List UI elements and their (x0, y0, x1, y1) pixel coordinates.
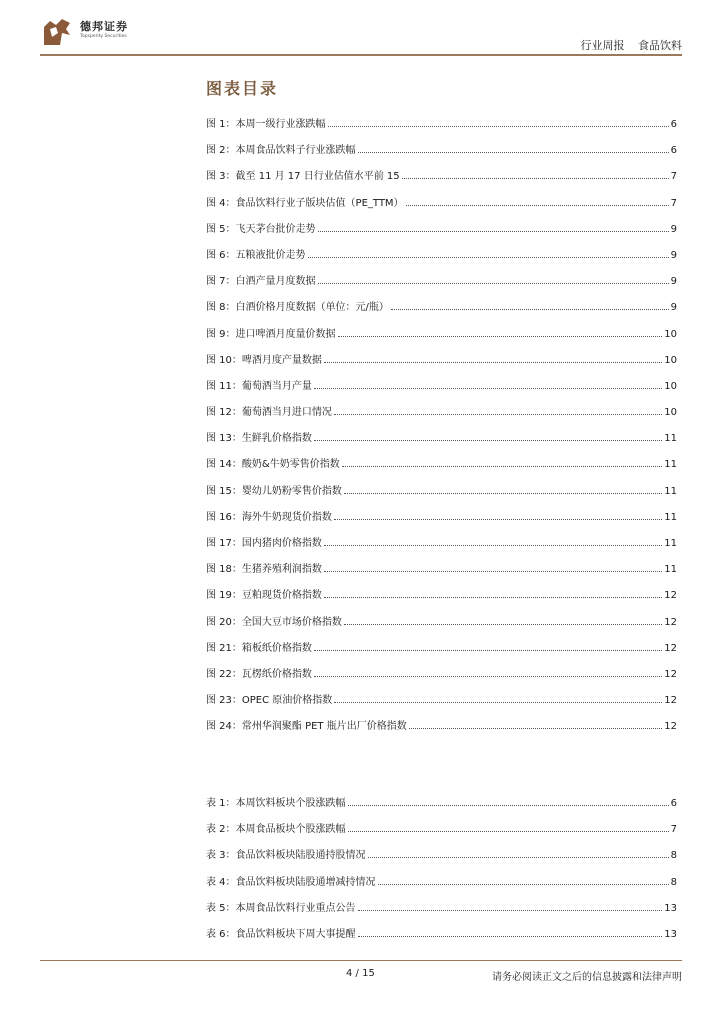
figure-entry-label: 图 2：本周食品饮料子行业涨跌幅 (206, 145, 356, 157)
toc-title: 图表目录 (206, 79, 279, 98)
figure-entry-label: 图 19：豆粕现货价格指数 (206, 590, 322, 602)
figure-entry-label: 图 10：啤酒月度产量数据 (206, 354, 322, 366)
figure-entry[interactable] (206, 379, 677, 405)
figure-entry-label: 图 7：白酒产量月度数据 (206, 276, 316, 288)
table-entry[interactable] (206, 927, 677, 953)
bull-logo-icon (40, 15, 74, 49)
figure-entry-label: 图 15：婴幼儿奶粉零售价指数 (206, 485, 342, 497)
figure-entry-page: 9 (670, 302, 677, 314)
dot-leader (391, 300, 669, 310)
dot-leader (334, 510, 662, 520)
figure-entry[interactable] (206, 327, 677, 353)
dot-leader (358, 901, 663, 911)
dot-leader (402, 169, 669, 179)
dot-leader (344, 615, 662, 625)
figure-entry-label: 图 6：五粮液批价走势 (206, 249, 306, 261)
figure-entry-label: 图 13：生鲜乳价格指数 (206, 433, 312, 445)
figure-entry[interactable] (206, 588, 677, 614)
figure-list (206, 117, 677, 746)
table-entry-label: 表 1：本周饮料板块个股涨跌幅 (206, 798, 346, 809)
figure-entry-label: 图 11：葡萄酒当月产量 (206, 380, 312, 392)
table-entry-page: 8 (670, 876, 677, 888)
company-logo (40, 15, 140, 49)
table-entry-page: 6 (670, 798, 677, 809)
figure-entry[interactable] (206, 484, 677, 510)
figure-entry-label: 图 9：进口啤酒月度量价数据 (206, 328, 336, 340)
figure-entry-page: 12 (664, 721, 677, 733)
figure-entry[interactable] (206, 641, 677, 667)
figure-entry-label: 图 17：国内猪肉价格指数 (206, 538, 322, 549)
table-entry-label: 表 3：食品饮料板块陆股通持股情况 (206, 850, 366, 862)
figure-entry-label: 图 23：OPEC 原油价格指数 (206, 695, 333, 707)
figure-entry-label: 图 16：海外牛奶现货价指数 (206, 511, 332, 523)
figure-entry-page: 10 (664, 380, 677, 392)
table-entry-label: 表 4：食品饮料板块陆股通增减持情况 (206, 876, 376, 888)
figure-entry[interactable] (206, 300, 677, 326)
dot-leader (348, 796, 669, 806)
table-entry-label: 表 2：本周食品板块个股涨跌幅 (206, 824, 346, 836)
figure-entry-page: 11 (664, 538, 677, 549)
dot-leader (378, 875, 669, 885)
figure-entry-page: 9 (670, 276, 677, 288)
figure-entry[interactable] (206, 562, 677, 588)
dot-leader (314, 667, 662, 677)
figure-entry-label: 图 12：葡萄酒当月进口情况 (206, 407, 332, 419)
dot-leader (314, 641, 662, 651)
table-list (206, 796, 677, 953)
footer-disclaimer: 请务必阅读正文之后的信息披露和法律声明 (492, 972, 682, 983)
dot-leader (308, 248, 669, 258)
table-entry-page: 13 (664, 928, 677, 940)
figure-entry[interactable] (206, 248, 677, 274)
dot-leader (328, 117, 669, 127)
figure-entry-page: 6 (670, 119, 677, 130)
dot-leader (342, 457, 663, 467)
figure-entry-page: 11 (664, 511, 677, 523)
figure-entry[interactable] (206, 693, 677, 719)
figure-entry[interactable] (206, 457, 677, 483)
figure-entry-page: 12 (664, 616, 677, 628)
figure-entry-page: 11 (664, 459, 677, 471)
figure-entry-label: 图 18：生猪养殖利润指数 (206, 564, 322, 576)
figure-entry-label: 图 21：箱板纸价格指数 (206, 642, 312, 654)
table-entry-label: 表 5：本周食品饮料行业重点公告 (206, 902, 356, 914)
dot-leader (334, 405, 662, 415)
figure-entry-label: 图 24：常州华润聚酯 PET 瓶片出厂价格指数 (206, 721, 407, 733)
figure-entry[interactable] (206, 431, 677, 457)
figure-entry-page: 7 (670, 171, 677, 183)
figure-entry-page: 11 (664, 564, 677, 576)
brand-name: 德邦证券 (80, 20, 128, 33)
figure-entry-page: 10 (664, 328, 677, 340)
dot-leader (324, 588, 662, 598)
figure-entry[interactable] (206, 510, 677, 536)
figure-entry-page: 12 (664, 590, 677, 602)
dot-leader (324, 353, 662, 363)
dot-leader (324, 536, 662, 546)
figure-entry-page: 7 (670, 197, 677, 209)
footer-divider (40, 960, 682, 961)
figure-entry-label: 图 14：酸奶&牛奶零售价指数 (206, 459, 340, 471)
figure-entry[interactable] (206, 536, 677, 562)
table-entry-page: 8 (670, 850, 677, 862)
dot-leader (406, 196, 669, 206)
table-entry[interactable] (206, 875, 677, 901)
brand-subtitle: Topsperity Securities (80, 34, 127, 39)
figure-entry-page: 6 (670, 145, 677, 157)
figure-entry[interactable] (206, 143, 677, 169)
figure-entry[interactable] (206, 615, 677, 641)
dot-leader (314, 379, 662, 389)
figure-entry-page: 11 (664, 485, 677, 497)
header-divider (40, 54, 682, 56)
figure-entry[interactable] (206, 169, 677, 195)
table-entry-page: 7 (670, 824, 677, 836)
figure-entry-page: 12 (664, 642, 677, 654)
figure-entry[interactable] (206, 196, 677, 222)
figure-entry-label: 图 8：白酒价格月度数据（单位：元/瓶） (206, 302, 389, 314)
header-meta (581, 37, 683, 53)
figure-entry-page: 12 (664, 695, 677, 707)
figure-entry[interactable] (206, 719, 677, 745)
figure-entry[interactable] (206, 274, 677, 300)
figure-entry[interactable] (206, 117, 677, 143)
figure-entry-page: 9 (670, 249, 677, 261)
dot-leader (324, 562, 662, 572)
figure-entry-page: 10 (664, 407, 677, 419)
dot-leader (358, 143, 669, 153)
figure-entry[interactable] (206, 405, 677, 431)
dot-leader (318, 274, 669, 284)
figure-entry[interactable] (206, 353, 677, 379)
table-entry-page: 13 (664, 902, 677, 914)
dot-leader (318, 222, 669, 232)
figure-entry-label: 图 22：瓦楞纸价格指数 (206, 668, 312, 680)
figure-entry-label: 图 5：飞天茅台批价走势 (206, 223, 316, 235)
figure-entry[interactable] (206, 667, 677, 693)
figure-entry[interactable] (206, 222, 677, 248)
dot-leader (409, 719, 663, 729)
dot-leader (358, 927, 663, 937)
sector-name: 食品饮料 (638, 39, 682, 52)
figure-entry-label: 图 1：本周一级行业涨跌幅 (206, 119, 326, 130)
dot-leader (314, 431, 662, 441)
dot-leader (334, 693, 662, 703)
table-entry[interactable] (206, 848, 677, 874)
page-number: 4 / 15 (346, 968, 375, 979)
table-entry[interactable] (206, 901, 677, 927)
report-type: 行业周报 (580, 39, 625, 52)
figure-entry-page: 10 (664, 354, 677, 366)
figure-entry-label: 图 4：食品饮料行业子版块估值（PE_TTM） (206, 197, 404, 209)
figure-entry-label: 图 20：全国大豆市场价格指数 (206, 616, 342, 628)
dot-leader (344, 484, 662, 494)
dot-leader (338, 327, 663, 337)
figure-entry-label: 图 3：截至 11 月 17 日行业估值水平前 15 (206, 171, 400, 183)
table-entry[interactable] (206, 796, 677, 822)
table-entry[interactable] (206, 822, 677, 848)
figure-entry-page: 12 (664, 668, 677, 680)
dot-leader (348, 822, 669, 832)
figure-entry-page: 9 (670, 223, 677, 235)
table-entry-label: 表 6：食品饮料板块下周大事提醒 (206, 928, 356, 940)
figure-entry-page: 11 (664, 433, 677, 445)
dot-leader (368, 848, 669, 858)
